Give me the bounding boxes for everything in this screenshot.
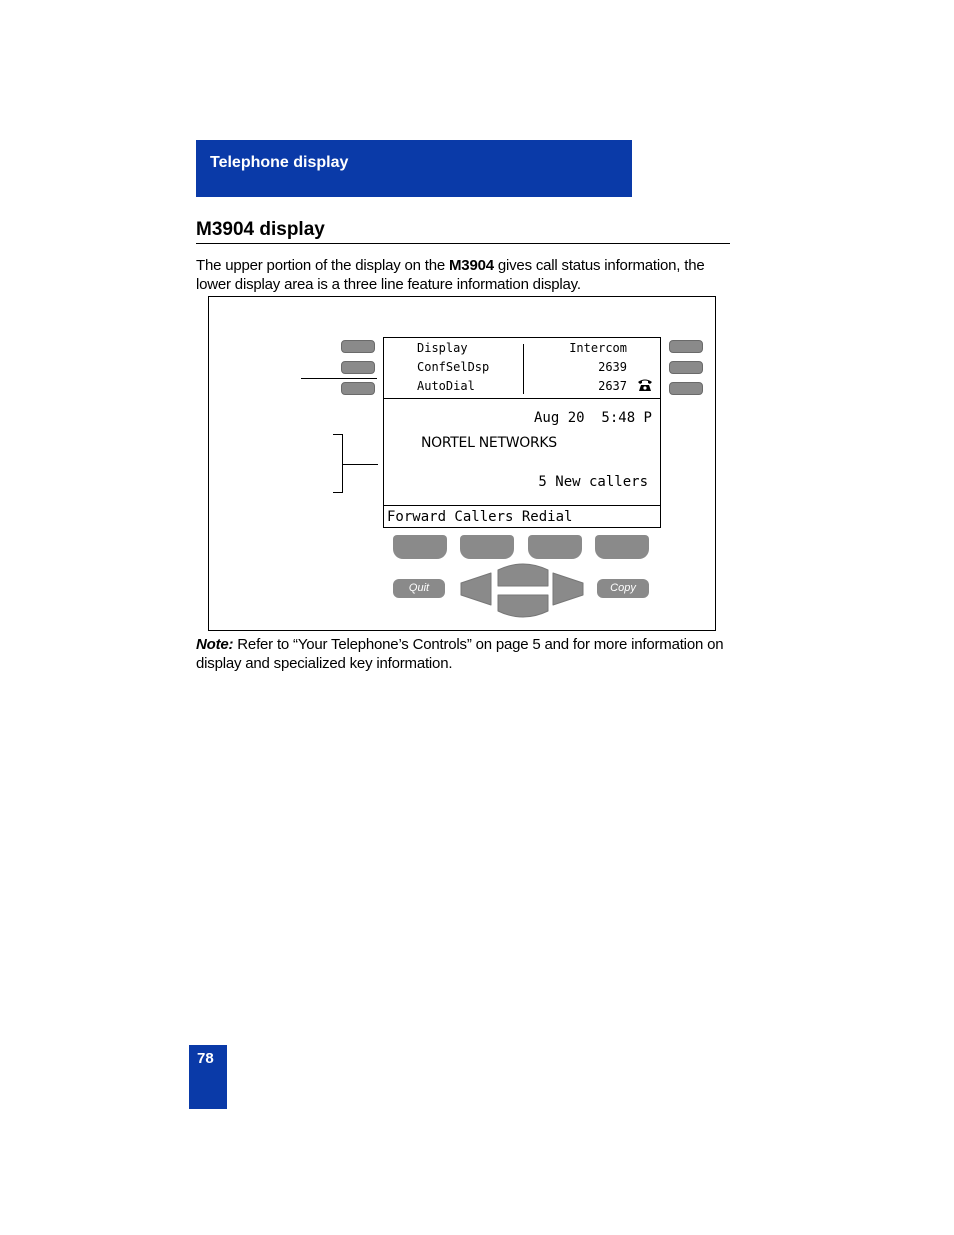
right-label-3: 2637 xyxy=(598,379,627,393)
left-label-1: Display xyxy=(417,341,468,355)
callout-bracket xyxy=(333,434,343,493)
date-time: Aug 20 5:48 P xyxy=(533,410,652,426)
copy-button[interactable]: Copy xyxy=(597,579,649,598)
soft-key-2[interactable] xyxy=(460,535,514,559)
intro-text-1: The upper portion of the display on the xyxy=(196,257,450,274)
left-programmable-key-3[interactable] xyxy=(341,382,375,395)
intro-model-bold: M3904 xyxy=(449,257,494,274)
left-programmable-key-2[interactable] xyxy=(341,361,375,374)
left-label-3: AutoDial xyxy=(417,379,475,393)
softkey-label-bar: Forward Callers Redial xyxy=(387,509,573,525)
new-callers-text: 5 New callers xyxy=(538,474,648,490)
right-label-1: Intercom xyxy=(569,341,627,355)
right-label-2: 2639 xyxy=(598,360,627,374)
section-title: M3904 display xyxy=(196,219,325,240)
right-programmable-key-1[interactable] xyxy=(669,340,703,353)
telephone-display-figure xyxy=(208,296,716,631)
page-number: 78 xyxy=(197,1050,214,1067)
screen-upper-divider xyxy=(384,398,660,399)
navigation-up-key[interactable] xyxy=(497,562,549,588)
header-title: Telephone display xyxy=(210,154,349,171)
soft-key-3[interactable] xyxy=(528,535,582,559)
page-number-tab xyxy=(189,1045,227,1109)
intro-paragraph xyxy=(196,257,726,294)
navigation-down-key[interactable] xyxy=(497,593,549,619)
label-column-divider xyxy=(523,344,524,394)
header-bar xyxy=(196,140,632,197)
intro-text-2: gives call status information, the lower display area is a three line feature information display. xyxy=(196,257,705,293)
note-label: Note: xyxy=(196,636,234,653)
brand-text: NORTEL NETWORKS xyxy=(421,435,557,451)
right-programmable-key-2[interactable] xyxy=(669,361,703,374)
navigation-right-key[interactable] xyxy=(551,572,585,606)
left-label-2: ConfSelDsp xyxy=(417,360,490,374)
left-programmable-key-1[interactable] xyxy=(341,340,375,353)
soft-key-1[interactable] xyxy=(393,535,447,559)
note-text: Refer to “Your Telephone’s Controls” on page 5 and for more information on display and specialized key information. xyxy=(196,636,724,672)
note-paragraph xyxy=(196,635,726,673)
callout-line-upper xyxy=(301,378,377,379)
screen-lower-divider xyxy=(384,505,660,506)
section-divider xyxy=(196,243,730,244)
callout-line-lower xyxy=(343,464,378,465)
telephone-handset-icon xyxy=(637,378,653,392)
soft-key-4[interactable] xyxy=(595,535,649,559)
navigation-left-key[interactable] xyxy=(459,572,493,606)
quit-button[interactable]: Quit xyxy=(393,579,445,598)
right-programmable-key-3[interactable] xyxy=(669,382,703,395)
lcd-screen xyxy=(383,337,661,528)
